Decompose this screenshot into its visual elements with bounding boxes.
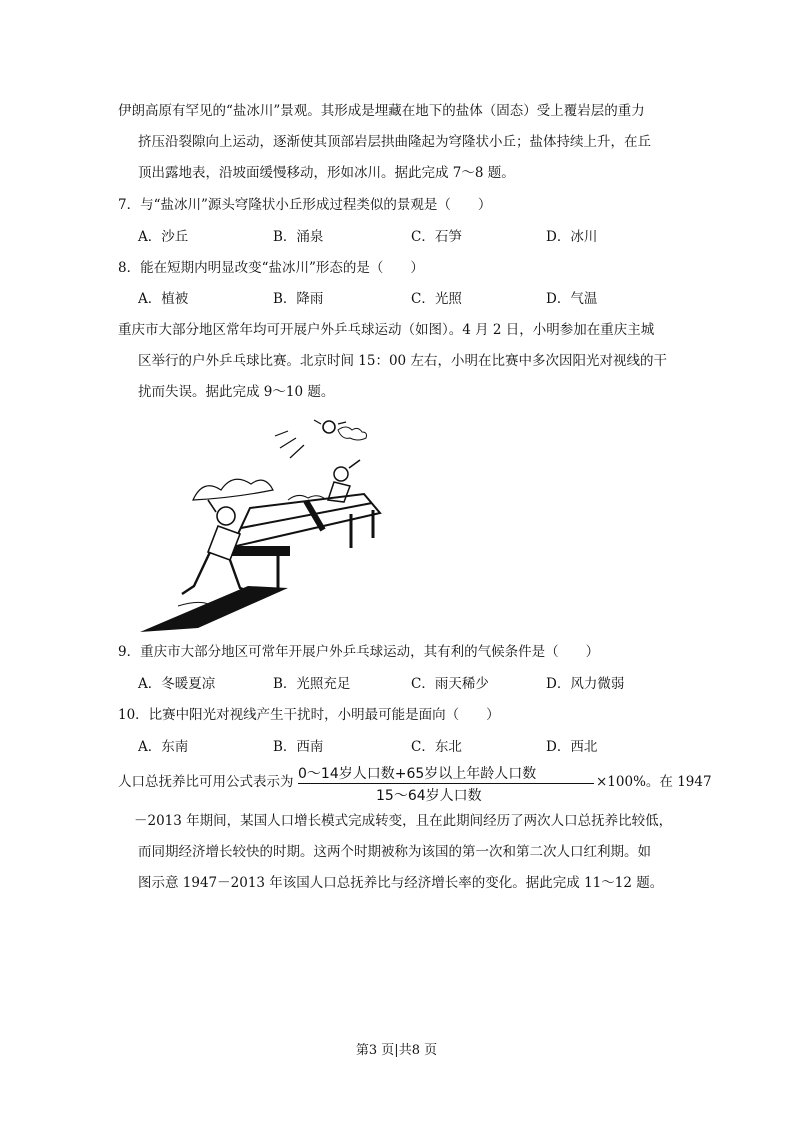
question-8-stem: 8．能在短期内明显改变“盐冰川”形态的是（ ） — [118, 260, 424, 276]
question-10-stem: 10．比赛中阳光对视线产生干扰时，小明最可能是面向（ ） — [118, 707, 500, 723]
passage1-line-3: 顶出露地表，沿坡面缓慢移动，形如冰川。据此完成 7～8 题。 — [138, 165, 515, 181]
passage3-tail: ×100%。在 1947 — [596, 774, 712, 790]
passage2-line-2: 区举行的户外乒乓球比赛。北京时间 15：00 左右，小明在比赛中多次因阳光对视线的干 — [138, 353, 667, 369]
player-head — [217, 507, 235, 525]
question-10-option-c[interactable]: C．东北 — [411, 739, 462, 755]
question-8-option-c[interactable]: C．光照 — [411, 291, 462, 307]
background-trees — [193, 479, 273, 500]
question-10-option-d[interactable]: D．西北 — [546, 739, 598, 755]
question-8-option-d[interactable]: D．气温 — [546, 291, 598, 307]
passage3-line-2: －2013 年期间，某国人口增长模式完成转变，且在此期间经历了两次人口总抚养比较低， — [134, 813, 673, 829]
question-9-option-d[interactable]: D．风力微弱 — [546, 676, 625, 692]
question-7-option-b[interactable]: B．涌泉 — [273, 229, 324, 245]
fraction-bar — [298, 783, 594, 784]
passage1-line-2: 挤压沿裂隙向上运动，逐渐使其顶部岩层拱曲隆起为穹隆状小丘；盐体持续上升，在丘 — [138, 134, 651, 150]
question-9-option-a[interactable]: A．冬暖夏凉 — [138, 676, 216, 692]
passage3-lead: 人口总抚养比可用公式表示为 — [118, 774, 294, 790]
question-10-option-b[interactable]: B．西南 — [273, 739, 324, 755]
question-9-stem: 9．重庆市大部分地区可常年开展户外乒乓球运动，其有利的气候条件是（ ） — [118, 644, 600, 660]
question-9-option-c[interactable]: C．雨天稀少 — [411, 676, 489, 692]
passage2-line-3: 扰而失误。据此完成 9～10 题。 — [138, 384, 335, 400]
table-tennis-illustration — [138, 410, 383, 635]
passage3-line-4: 图示意 1947－2013 年该国人口总抚养比与经济增长率的变化。据此完成 11～12 题。 — [138, 875, 664, 891]
question-8-option-a[interactable]: A．植被 — [138, 291, 189, 307]
question-10-option-a[interactable]: A．东南 — [138, 739, 189, 755]
question-7-option-d[interactable]: D．冰川 — [546, 229, 598, 245]
dependency-ratio-formula — [298, 763, 598, 805]
ground-shadow — [140, 586, 288, 632]
question-7-option-a[interactable]: A．沙丘 — [138, 229, 189, 245]
passage1-line-1: 伊朗高原有罕见的“盐冰川”景观。其形成是埋藏在地下的盐体（固态）受上覆岩层的重力 — [118, 103, 645, 119]
passage2-line-1: 重庆市大部分地区常年均可开展户外乒乓球运动（如图）。4 月 2 日，小明参加在重庆主城 — [118, 322, 655, 338]
passage3-line-3: 而同期经济增长较快的时期。这两个时期被称为该国的第一次和第二次人口红利期。如 — [138, 844, 651, 860]
question-7-option-c[interactable]: C．石笋 — [411, 229, 462, 245]
question-9-option-b[interactable]: B．光照充足 — [273, 676, 351, 692]
question-7-stem: 7．与“盐冰川”源头穹隆状小丘形成过程类似的景观是（ ） — [118, 197, 492, 213]
cloud-shape — [338, 427, 367, 440]
page-footer: 第3 页|共8 页 — [355, 1043, 438, 1058]
sun-icon — [323, 421, 335, 433]
question-8-option-b[interactable]: B．降雨 — [273, 291, 324, 307]
opponent-head — [334, 467, 348, 481]
player-legs — [182, 552, 250, 594]
formula-denominator: 15～64岁人口数 — [376, 788, 482, 804]
formula-numerator: 0～14岁人口数+65岁以上年龄人口数 — [298, 766, 537, 782]
